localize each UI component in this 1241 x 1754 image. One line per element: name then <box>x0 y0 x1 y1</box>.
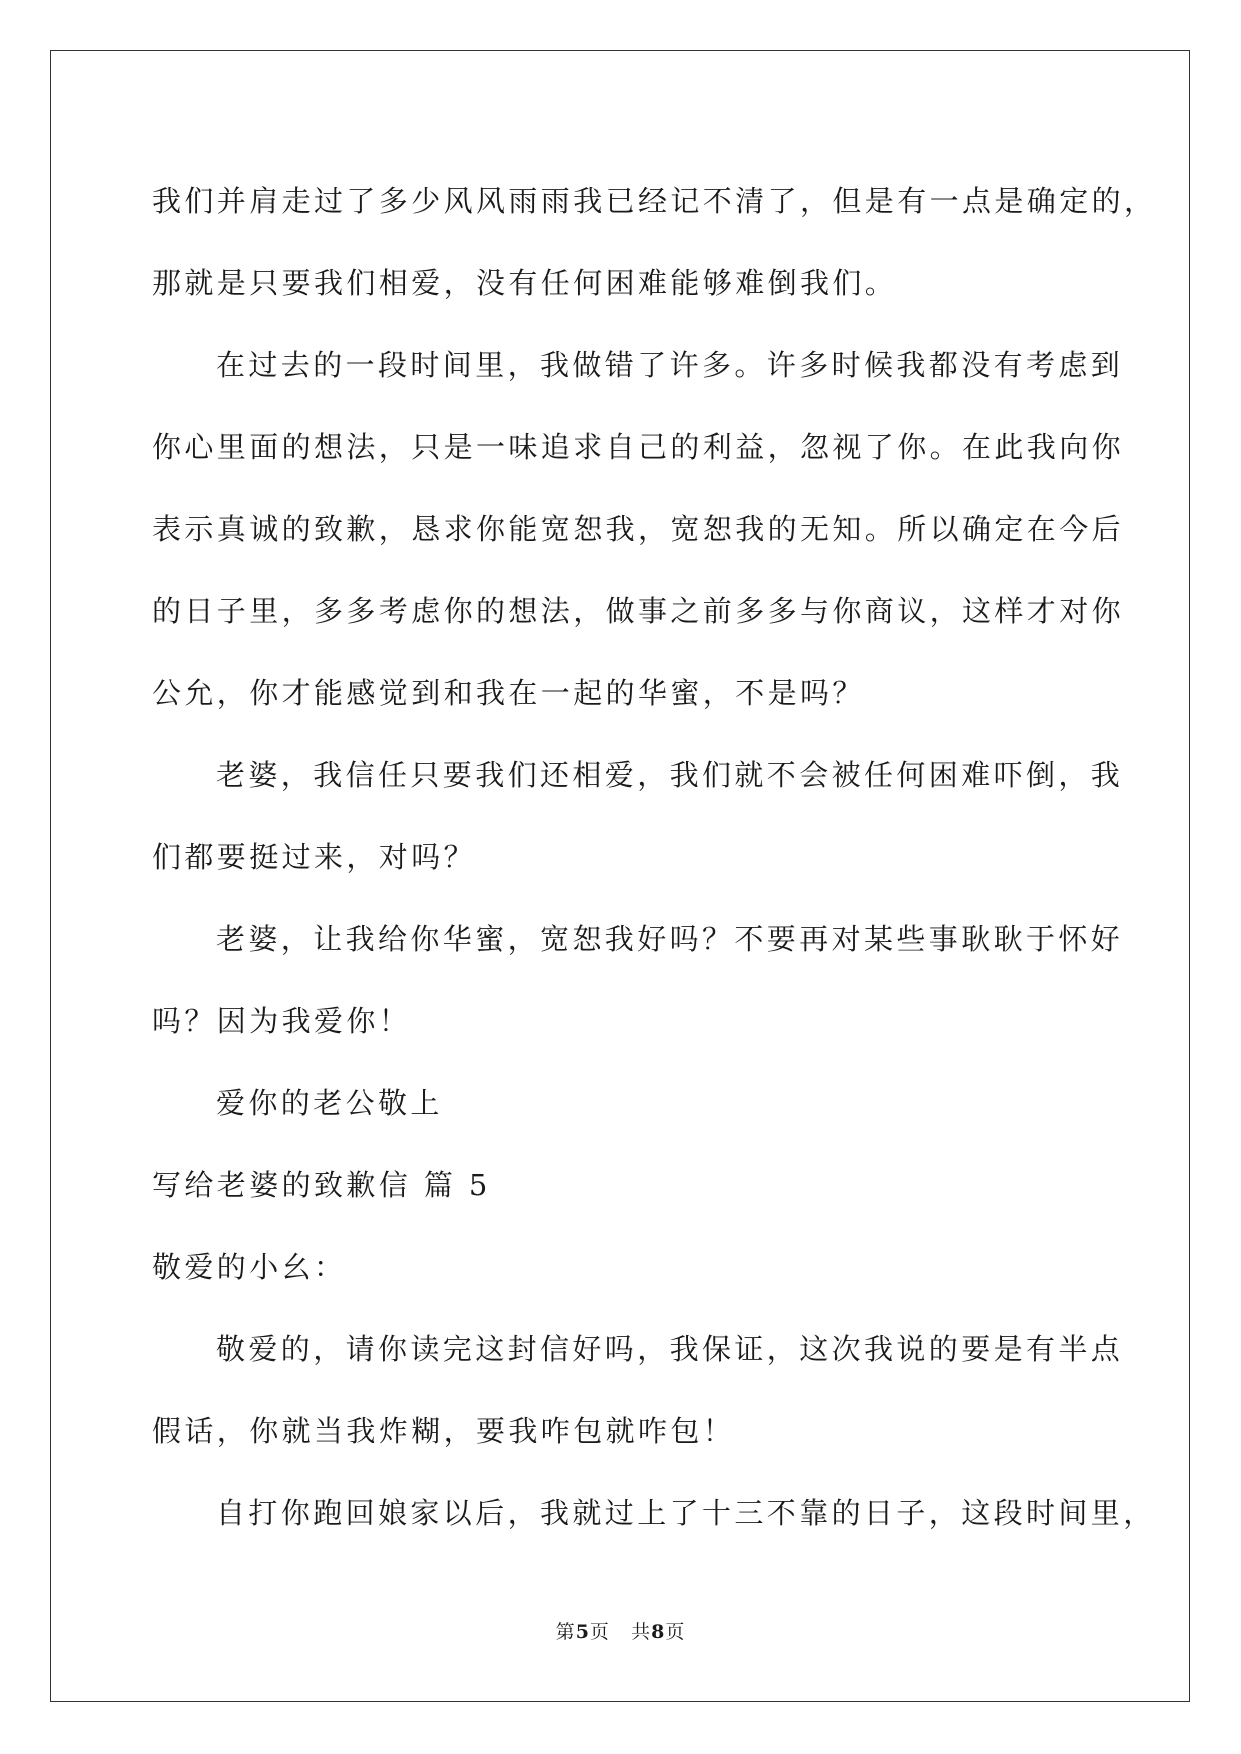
section-heading: 写给老婆的致歉信 篇 5 <box>152 1168 491 1202</box>
paragraph-start: 敬爱的，请你读完这封信好吗，我保证，这次我说的要是有半点 <box>216 1332 1124 1366</box>
text-line: 们都要挺过来，对吗？ <box>152 840 477 874</box>
text-line: 那就是只要我们相爱，没有任何困难能够难倒我们。 <box>152 266 898 300</box>
paragraph-start: 在过去的一段时间里，我做错了许多。许多时候我都没有考虑到 <box>216 348 1124 382</box>
page-unit: 页 <box>589 1621 610 1643</box>
total-unit: 页 <box>665 1621 686 1643</box>
current-page-number: 5 <box>575 1621 590 1643</box>
document-body <box>152 160 1157 1554</box>
total-pages-number: 8 <box>651 1621 666 1643</box>
total-prefix: 共 <box>631 1621 652 1643</box>
page-prefix: 第 <box>555 1621 576 1643</box>
paragraph-start: 老婆，让我给你华蜜，宽恕我好吗？不要再对某些事耿耿于怀好 <box>216 922 1124 956</box>
text-line: 公允，你才能感觉到和我在一起的华蜜，不是吗？ <box>152 676 865 710</box>
text-line: 吗？因为我爱你！ <box>152 1004 412 1038</box>
text-line: 表示真诚的致歉，恳求你能宽恕我，宽恕我的无知。所以确定在今后 <box>152 512 1125 546</box>
paragraph-start: 老婆，我信任只要我们还相爱，我们就不会被任何困难吓倒，我 <box>216 758 1124 792</box>
page-footer <box>0 1620 1241 1644</box>
text-line: 我们并肩走过了多少风风雨雨我已经记不清了，但是有一点是确定的， <box>152 184 1157 218</box>
paragraph-start: 自打你跑回娘家以后，我就过上了十三不靠的日子，这段时间里， <box>216 1496 1156 1530</box>
text-line: 你心里面的想法，只是一味追求自己的利益，忽视了你。在此我向你 <box>152 430 1125 464</box>
salutation: 敬爱的小幺： <box>152 1250 347 1284</box>
signature-line: 爱你的老公敬上 <box>216 1086 443 1120</box>
text-line: 的日子里，多多考虑你的想法，做事之前多多与你商议，这样才对你 <box>152 594 1125 628</box>
text-line: 假话，你就当我炸糊，要我咋包就咋包！ <box>152 1414 736 1448</box>
